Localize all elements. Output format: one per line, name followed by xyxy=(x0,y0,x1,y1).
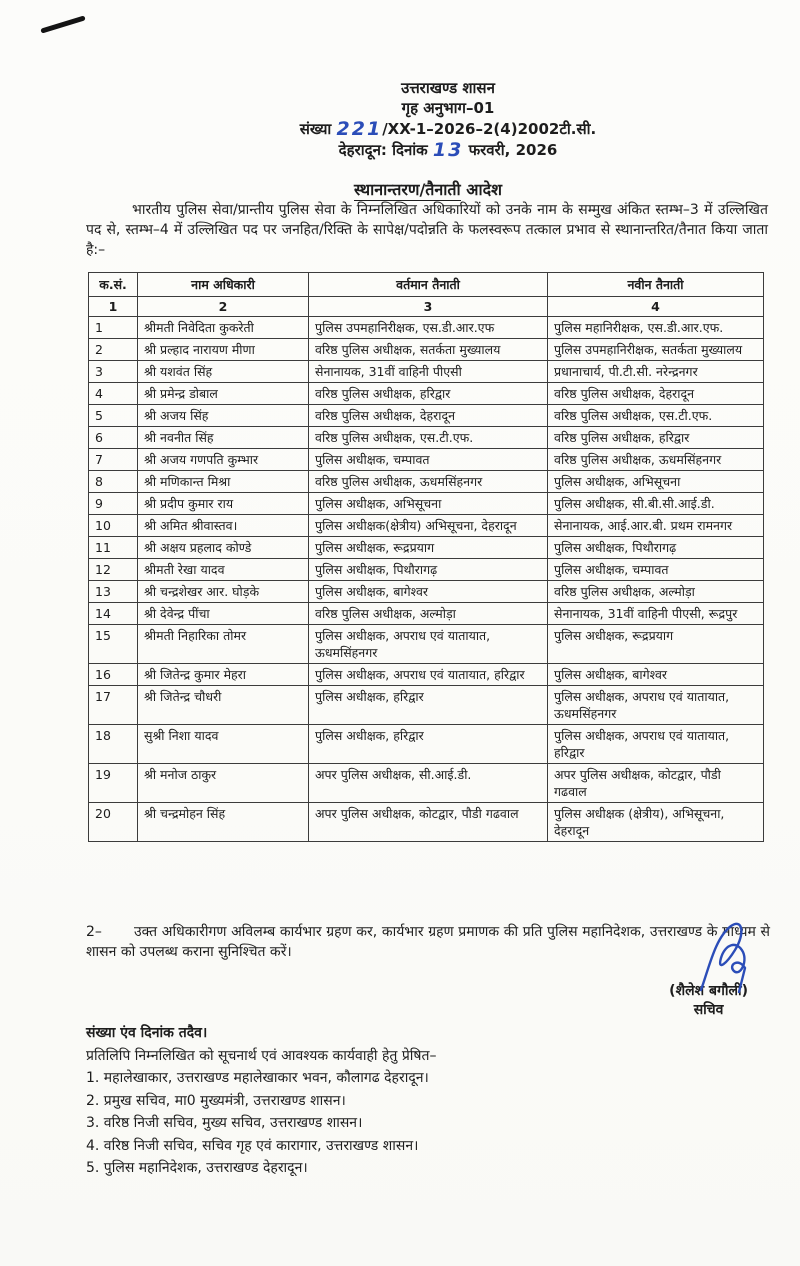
row-serial-cell: 1 xyxy=(89,317,138,339)
date-line xyxy=(48,139,800,160)
copy-forwarded-line: प्रतिलिपि निम्नलिखित को सूचनार्थ एवं आवश्यक कार्यवाही हेतु प्रेषित– xyxy=(86,1047,437,1064)
current-posting-cell: पुलिस अधीक्षक, हरिद्वार xyxy=(309,725,548,764)
signatory-name: (शैलेश बगौली) xyxy=(669,983,748,999)
endorsement-block xyxy=(86,1022,706,1180)
new-posting-cell: पुलिस अधीक्षक, चम्पावत xyxy=(548,559,764,581)
row-serial-cell: 17 xyxy=(89,686,138,725)
table-row xyxy=(89,427,764,449)
new-posting-cell: पुलिस अधीक्षक, बागेश्वर xyxy=(548,664,764,686)
new-posting-cell: पुलिस अधीक्षक, सी.बी.सी.आई.डी. xyxy=(548,493,764,515)
row-serial-cell: 20 xyxy=(89,803,138,842)
row-serial-cell: 6 xyxy=(89,427,138,449)
current-posting-cell: पुलिस अधीक्षक, रूद्रप्रयाग xyxy=(309,537,548,559)
cc-list-item: 3. वरिष्ठ निजी सचिव, मुख्य सचिव, उत्तराखण्ड शासन। xyxy=(86,1115,363,1131)
new-posting-cell: अपर पुलिस अधीक्षक, कोटद्वार, पौडी गढवाल xyxy=(548,764,764,803)
table-row xyxy=(89,625,764,664)
row-serial-cell: 5 xyxy=(89,405,138,427)
officer-name-cell: श्री मणिकान्त मिश्रा xyxy=(138,471,309,493)
cc-list-item: 4. वरिष्ठ निजी सचिव, सचिव गृह एवं कारागार, उत्तराखण्ड शासन। xyxy=(86,1137,419,1154)
current-posting-cell: पुलिस उपमहानिरीक्षक, एस.डी.आर.एफ xyxy=(309,317,548,339)
column-number-3: 3 xyxy=(309,297,548,317)
current-posting-cell: अपर पुलिस अधीक्षक, सी.आई.डी. xyxy=(309,764,548,803)
current-posting-cell: वरिष्ठ पुलिस अधीक्षक, सतर्कता मुख्यालय xyxy=(309,339,548,361)
government-name: उत्तराखण्ड शासन xyxy=(401,79,495,97)
current-posting-cell: वरिष्ठ पुलिस अधीक्षक, देहरादून xyxy=(309,405,548,427)
officer-name-cell: सुश्री निशा यादव xyxy=(138,725,309,764)
new-posting-cell: सेनानायक, आई.आर.बी. प्रथम रामनगर xyxy=(548,515,764,537)
table-row xyxy=(89,725,764,764)
officer-name-cell: श्री यशवंत सिंह xyxy=(138,361,309,383)
officer-name-cell: श्री प्रमेन्द्र डोबाल xyxy=(138,383,309,405)
current-posting-cell: वरिष्ठ पुलिस अधीक्षक, हरिद्वार xyxy=(309,383,548,405)
new-posting-cell: वरिष्ठ पुलिस अधीक्षक, देहरादून xyxy=(548,383,764,405)
letter-number-line xyxy=(48,118,800,139)
signature-block xyxy=(669,982,748,1020)
current-posting-cell: वरिष्ठ पुलिस अधीक्षक, एस.टी.एफ. xyxy=(309,427,548,449)
header-new-posting: नवीन तैनाती xyxy=(548,273,764,297)
row-serial-cell: 15 xyxy=(89,625,138,664)
officer-name-cell: श्री नवनीत सिंह xyxy=(138,427,309,449)
header-serial: क.सं. xyxy=(89,273,138,297)
current-posting-cell: पुलिस अधीक्षक, अपराध एवं यातायात, ऊधमसिंहनगर xyxy=(309,625,548,664)
officer-name-cell: श्रीमती रेखा यादव xyxy=(138,559,309,581)
new-posting-cell: वरिष्ठ पुलिस अधीक्षक, अल्मोड़ा xyxy=(548,581,764,603)
officer-name-cell: श्री अजय सिंह xyxy=(138,405,309,427)
officer-name-cell: श्री मनोज ठाकुर xyxy=(138,764,309,803)
officer-name-cell: श्री चन्द्रमोहन सिंह xyxy=(138,803,309,842)
column-number-1: 1 xyxy=(89,297,138,317)
handwritten-date: 13 xyxy=(432,139,464,161)
date-prefix: देहरादून: दिनांक xyxy=(338,141,433,159)
directive-text: उक्त अधिकारीगण अविलम्ब कार्यभार ग्रहण कर, कार्यभार ग्रहण प्रमाणक की प्रति पुलिस महानिदेशक, उत्तराखण्ड के माध्यम से शासन को उपलब्ध कराना सुनिश्चित करें। xyxy=(86,924,770,960)
current-posting-cell: अपर पुलिस अधीक्षक, कोटद्वार, पौडी गढवाल xyxy=(309,803,548,842)
row-serial-cell: 16 xyxy=(89,664,138,686)
table-row xyxy=(89,537,764,559)
current-posting-cell: पुलिस अधीक्षक, पिथौरागढ़ xyxy=(309,559,548,581)
current-posting-cell: वरिष्ठ पुलिस अधीक्षक, ऊधमसिंहनगर xyxy=(309,471,548,493)
order-title-underlined: स्थानान्तरण/तैनाती xyxy=(353,180,461,199)
cc-list xyxy=(86,1067,706,1180)
new-posting-cell: पुलिस अधीक्षक, रूद्रप्रयाग xyxy=(548,625,764,664)
current-posting-cell: पुलिस अधीक्षक(क्षेत्रीय) अभिसूचना, देहरादून xyxy=(309,515,548,537)
row-serial-cell: 3 xyxy=(89,361,138,383)
transfer-order-table xyxy=(88,272,764,842)
current-posting-cell: पुलिस अधीक्षक, चम्पावत xyxy=(309,449,548,471)
table-row xyxy=(89,339,764,361)
letterhead xyxy=(48,78,800,160)
current-posting-cell: पुलिस अधीक्षक, हरिद्वार xyxy=(309,686,548,725)
department-section: गृह अनुभाग–01 xyxy=(401,99,495,117)
table-header-row xyxy=(89,273,764,297)
row-serial-cell: 11 xyxy=(89,537,138,559)
table-row xyxy=(89,581,764,603)
directive-number: 2– xyxy=(86,924,102,940)
new-posting-cell: प्रधानाचार्य, पी.टी.सी. नरेन्द्रनगर xyxy=(548,361,764,383)
officer-name-cell: श्री चन्द्रशेखर आर. घोड़के xyxy=(138,581,309,603)
current-posting-cell: वरिष्ठ पुलिस अधीक्षक, अल्मोड़ा xyxy=(309,603,548,625)
officer-name-cell: श्री अक्षय प्रहलाद कोण्डे xyxy=(138,537,309,559)
new-posting-cell: पुलिस उपमहानिरीक्षक, सतर्कता मुख्यालय xyxy=(548,339,764,361)
officer-name-cell: श्री देवेन्द्र पींचा xyxy=(138,603,309,625)
cc-list-item: 1. महालेखाकार, उत्तराखण्ड महालेखाकार भवन, कौलागढ देहरादून। xyxy=(86,1070,429,1086)
row-serial-cell: 13 xyxy=(89,581,138,603)
cc-list-item: 5. पुलिस महानिदेशक, उत्तराखण्ड देहरादून। xyxy=(86,1160,308,1176)
table-row xyxy=(89,449,764,471)
row-serial-cell: 18 xyxy=(89,725,138,764)
new-posting-cell: पुलिस महानिरीक्षक, एस.डी.आर.एफ. xyxy=(548,317,764,339)
table-row xyxy=(89,471,764,493)
table-row xyxy=(89,383,764,405)
table-body xyxy=(89,317,764,842)
table-row xyxy=(89,515,764,537)
row-serial-cell: 8 xyxy=(89,471,138,493)
new-posting-cell: वरिष्ठ पुलिस अधीक्षक, ऊधमसिंहनगर xyxy=(548,449,764,471)
table-row xyxy=(89,803,764,842)
new-posting-cell: पुलिस अधीक्षक, अभिसूचना xyxy=(548,471,764,493)
row-serial-cell: 14 xyxy=(89,603,138,625)
handwritten-signature-icon xyxy=(687,920,767,998)
column-number-row xyxy=(89,297,764,317)
header-current-posting: वर्तमान तैनाती xyxy=(309,273,548,297)
letter-number-prefix: संख्या xyxy=(299,120,337,138)
row-serial-cell: 10 xyxy=(89,515,138,537)
same-number-date-line: संख्या एंव दिनांक तदैव। xyxy=(86,1025,208,1041)
table-row xyxy=(89,361,764,383)
row-serial-cell: 9 xyxy=(89,493,138,515)
row-serial-cell: 4 xyxy=(89,383,138,405)
order-title-rest: आदेश xyxy=(460,180,503,199)
table-row xyxy=(89,559,764,581)
signatory-designation: सचिव xyxy=(693,1002,724,1018)
handwritten-letter-number: 221 xyxy=(336,118,383,140)
column-number-4: 4 xyxy=(548,297,764,317)
officer-name-cell: श्री जितेन्द्र चौधरी xyxy=(138,686,309,725)
new-posting-cell: पुलिस अधीक्षक, पिथौरागढ़ xyxy=(548,537,764,559)
date-rest: फरवरी, 2026 xyxy=(463,141,558,159)
table-row xyxy=(89,405,764,427)
current-posting-cell: सेनानायक, 31वीं वाहिनी पीएसी xyxy=(309,361,548,383)
corner-pen-mark xyxy=(40,15,85,33)
officer-name-cell: श्री प्रदीप कुमार राय xyxy=(138,493,309,515)
new-posting-cell: पुलिस अधीक्षक, अपराध एवं यातायात, हरिद्वार xyxy=(548,725,764,764)
table-row xyxy=(89,493,764,515)
order-title xyxy=(28,178,800,200)
officer-name-cell: श्री प्रल्हाद नारायण मीणा xyxy=(138,339,309,361)
header-officer-name: नाम अधिकारी xyxy=(138,273,309,297)
letter-number-rest: /XX-1–2026–2(4)2002टी.सी. xyxy=(382,120,597,138)
row-serial-cell: 2 xyxy=(89,339,138,361)
officer-name-cell: श्री अजय गणपति कुम्भार xyxy=(138,449,309,471)
officer-name-cell: श्री अमित श्रीवास्तव। xyxy=(138,515,309,537)
cc-list-item: 2. प्रमुख सचिव, मा0 मुख्यमंत्री, उत्तराखण्ड शासन। xyxy=(86,1092,346,1109)
table-row xyxy=(89,603,764,625)
table-row xyxy=(89,686,764,725)
table-row xyxy=(89,764,764,803)
officer-name-cell: श्रीमती निवेदिता कुकरेती xyxy=(138,317,309,339)
table-row xyxy=(89,317,764,339)
new-posting-cell: वरिष्ठ पुलिस अधीक्षक, हरिद्वार xyxy=(548,427,764,449)
row-serial-cell: 19 xyxy=(89,764,138,803)
row-serial-cell: 7 xyxy=(89,449,138,471)
intro-paragraph: भारतीय पुलिस सेवा/प्रान्तीय पुलिस सेवा के निम्नलिखित अधिकारियों को उनके नाम के सम्मुख अंकित स्तम्भ–3 में उल्लिखित पद से, स्तम्भ–4 में उल्लिखित पद पर जनहित/रिक्ति के सापेक्ष/पदोन्नति के फलस्वरूप तत्काल प्रभाव से स्थानान्तरित/तैनात किया जाता है:– xyxy=(86,202,768,258)
row-serial-cell: 12 xyxy=(89,559,138,581)
current-posting-cell: पुलिस अधीक्षक, अभिसूचना xyxy=(309,493,548,515)
new-posting-cell: सेनानायक, 31वीं वाहिनी पीएसी, रूद्रपुर xyxy=(548,603,764,625)
current-posting-cell: पुलिस अधीक्षक, बागेश्वर xyxy=(309,581,548,603)
current-posting-cell: पुलिस अधीक्षक, अपराध एवं यातायात, हरिद्वार xyxy=(309,664,548,686)
officer-name-cell: श्रीमती निहारिका तोमर xyxy=(138,625,309,664)
directive-paragraph xyxy=(86,922,770,962)
new-posting-cell: वरिष्ठ पुलिस अधीक्षक, एस.टी.एफ. xyxy=(548,405,764,427)
officer-name-cell: श्री जितेन्द्र कुमार मेहरा xyxy=(138,664,309,686)
new-posting-cell: पुलिस अधीक्षक, अपराध एवं यातायात, ऊधमसिंहनगर xyxy=(548,686,764,725)
table-row xyxy=(89,664,764,686)
new-posting-cell: पुलिस अधीक्षक (क्षेत्रीय), अभिसूचना, देहरादून xyxy=(548,803,764,842)
column-number-2: 2 xyxy=(138,297,309,317)
